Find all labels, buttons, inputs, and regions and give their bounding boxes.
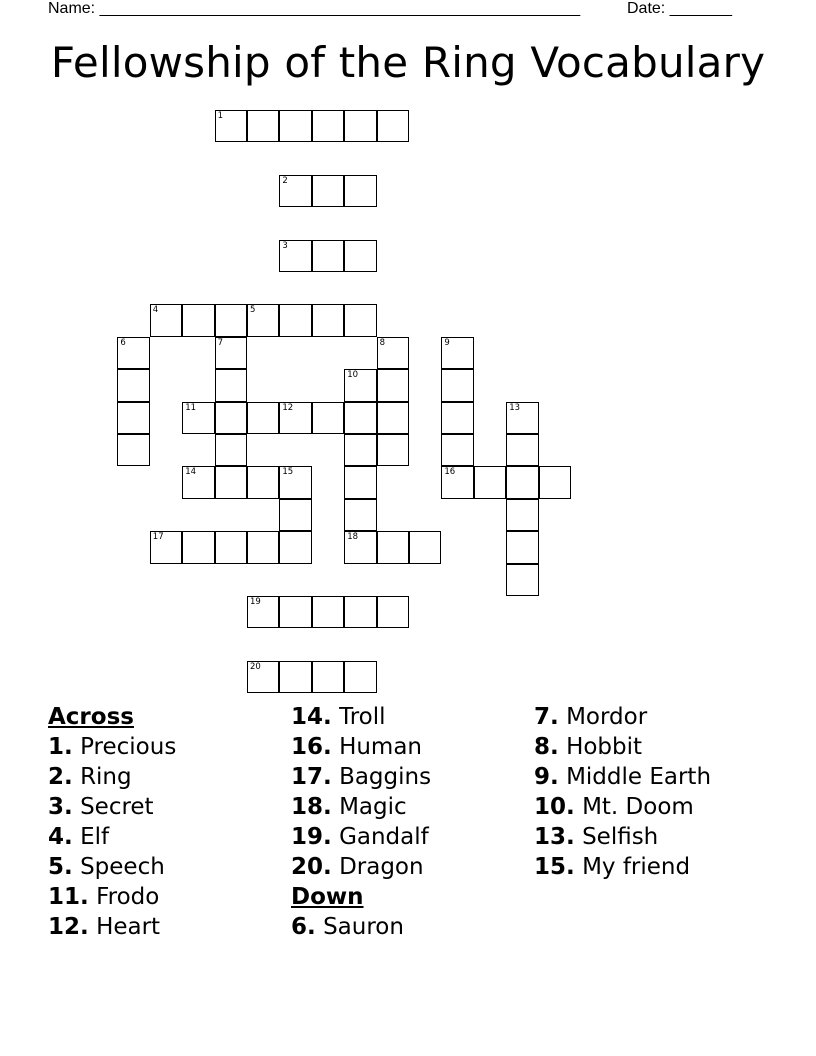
clue-down-15: 15. My friend	[534, 854, 691, 880]
grid-cell[interactable]	[215, 402, 247, 434]
clue-across-4: 4. Elf	[48, 824, 110, 850]
cell-number: 3	[282, 240, 288, 251]
grid-cell[interactable]	[279, 304, 311, 336]
grid-cell[interactable]	[312, 110, 344, 142]
clue-across-14: 14. Troll	[291, 704, 386, 730]
page-title: Fellowship of the Ring Vocabulary	[50, 38, 766, 87]
grid-cell[interactable]	[344, 240, 376, 272]
clue-down-7: 7. Mordor	[534, 704, 648, 730]
clue-down-13: 13. Selfish	[534, 824, 659, 850]
cell-number: 5	[250, 305, 256, 316]
grid-cell[interactable]	[117, 337, 149, 369]
grid-cell[interactable]	[312, 402, 344, 434]
cell-number: 19	[250, 597, 261, 607]
cell-number: 17	[152, 532, 164, 543]
grid-cell[interactable]	[247, 402, 279, 434]
clues-column-1	[48, 702, 176, 942]
down-heading: Down	[291, 884, 364, 910]
grid-cell[interactable]	[506, 531, 538, 563]
grid-cell[interactable]	[344, 596, 376, 628]
grid-cell[interactable]	[441, 434, 473, 466]
grid-cell[interactable]	[150, 531, 182, 563]
clue-across-19: 19. Gandalf	[291, 824, 429, 850]
grid-cell[interactable]	[279, 596, 311, 628]
grid-cell[interactable]	[344, 531, 376, 563]
grid-cell[interactable]	[344, 661, 376, 693]
grid-cell[interactable]	[215, 304, 247, 336]
grid-cell[interactable]	[312, 175, 344, 207]
clue-down-10: 10. Mt. Doom	[534, 794, 694, 820]
clue-across-17: 17. Baggins	[291, 764, 432, 790]
grid-cell[interactable]	[150, 304, 182, 336]
grid-cell[interactable]	[182, 466, 214, 498]
grid-cell[interactable]	[409, 531, 441, 563]
grid-cell[interactable]	[344, 466, 376, 498]
grid-cell[interactable]	[506, 434, 538, 466]
clue-across-11: 11. Frodo	[48, 884, 160, 910]
grid-cell[interactable]	[215, 466, 247, 498]
grid-cell[interactable]	[506, 402, 538, 434]
clue-across-18: 18. Magic	[291, 794, 407, 820]
clue-across-3: 3. Secret	[48, 794, 154, 820]
cell-number: 18	[347, 532, 359, 543]
grid-cell[interactable]	[279, 531, 311, 563]
grid-cell[interactable]	[344, 402, 376, 434]
grid-cell[interactable]	[506, 466, 538, 498]
across-heading: Across	[48, 704, 134, 730]
grid-cell[interactable]	[344, 434, 376, 466]
grid-cell[interactable]	[247, 661, 279, 693]
grid-cell[interactable]	[247, 110, 279, 142]
clue-across-12: 12. Heart	[48, 914, 161, 940]
grid-cell[interactable]	[377, 337, 409, 369]
name-field-label: Name: ______________________________________________________	[48, 0, 581, 17]
grid-cell[interactable]	[117, 434, 149, 466]
grid-cell[interactable]	[279, 175, 311, 207]
grid-cell[interactable]	[506, 499, 538, 531]
grid-cell[interactable]	[279, 661, 311, 693]
cell-number: 9	[444, 337, 450, 348]
grid-cell[interactable]	[377, 402, 409, 434]
date-field-label: Date: _______	[627, 0, 732, 17]
grid-cell[interactable]	[215, 337, 247, 369]
cell-number: 20	[250, 661, 261, 672]
grid-cell[interactable]	[215, 369, 247, 401]
clue-across-1: 1. Precious	[48, 734, 177, 760]
grid-cell[interactable]	[279, 402, 311, 434]
grid-cell[interactable]	[279, 466, 311, 498]
cell-number: 13	[509, 402, 521, 413]
grid-cell[interactable]	[377, 596, 409, 628]
grid-cell[interactable]	[312, 596, 344, 628]
cell-number: 7	[217, 337, 224, 348]
clue-down-6: 6. Sauron	[291, 914, 404, 940]
grid-cell[interactable]	[247, 304, 279, 336]
cell-number: 1	[217, 111, 224, 121]
grid-cell[interactable]	[182, 402, 214, 434]
cell-number: 10	[347, 370, 359, 381]
grid-cell[interactable]	[312, 240, 344, 272]
grid-cell[interactable]	[441, 466, 473, 498]
grid-cell[interactable]	[215, 531, 247, 563]
grid-cell[interactable]	[182, 304, 214, 336]
grid-cell[interactable]	[279, 110, 311, 142]
cell-number: 16	[444, 467, 456, 478]
cell-number: 8	[379, 337, 386, 348]
grid-cell[interactable]	[344, 110, 376, 142]
cell-number: 4	[152, 305, 159, 316]
grid-cell[interactable]	[506, 564, 538, 596]
grid-cell[interactable]	[377, 110, 409, 142]
clues-column-3	[534, 702, 711, 882]
cell-number: 2	[282, 175, 288, 186]
clue-down-8: 8. Hobbit	[534, 734, 643, 760]
grid-cell[interactable]	[377, 369, 409, 401]
grid-cell[interactable]	[474, 466, 506, 498]
grid-cell[interactable]	[247, 531, 279, 563]
grid-cell[interactable]	[441, 337, 473, 369]
grid-cell[interactable]	[344, 369, 376, 401]
grid-cell[interactable]	[279, 240, 311, 272]
clues-column-2	[291, 702, 431, 942]
grid-cell[interactable]	[117, 402, 149, 434]
grid-cell[interactable]	[312, 661, 344, 693]
grid-cell[interactable]	[215, 434, 247, 466]
clue-across-5: 5. Speech	[48, 854, 165, 880]
cell-number: 11	[185, 402, 197, 413]
cell-number: 14	[185, 467, 197, 478]
grid-cell[interactable]	[182, 531, 214, 563]
grid-cell[interactable]	[441, 369, 473, 401]
clue-across-16: 16. Human	[291, 734, 423, 760]
cell-number: 6	[120, 337, 126, 348]
grid-cell[interactable]	[377, 434, 409, 466]
grid-cell[interactable]	[539, 466, 571, 498]
clue-down-9: 9. Middle Earth	[534, 764, 712, 790]
grid-cell[interactable]	[117, 369, 149, 401]
clue-across-20: 20. Dragon	[291, 854, 424, 880]
grid-cell[interactable]	[279, 499, 311, 531]
grid-cell[interactable]	[344, 304, 376, 336]
grid-cell[interactable]	[247, 466, 279, 498]
grid-cell[interactable]	[215, 110, 247, 142]
grid-cell[interactable]	[441, 402, 473, 434]
grid-cell[interactable]	[377, 531, 409, 563]
clue-across-2: 2. Ring	[48, 764, 132, 790]
cell-number: 15	[282, 467, 294, 478]
cell-number: 12	[282, 402, 294, 413]
grid-cell[interactable]	[247, 596, 279, 628]
grid-cell[interactable]	[344, 175, 376, 207]
grid-cell[interactable]	[312, 304, 344, 336]
grid-cell[interactable]	[344, 499, 376, 531]
